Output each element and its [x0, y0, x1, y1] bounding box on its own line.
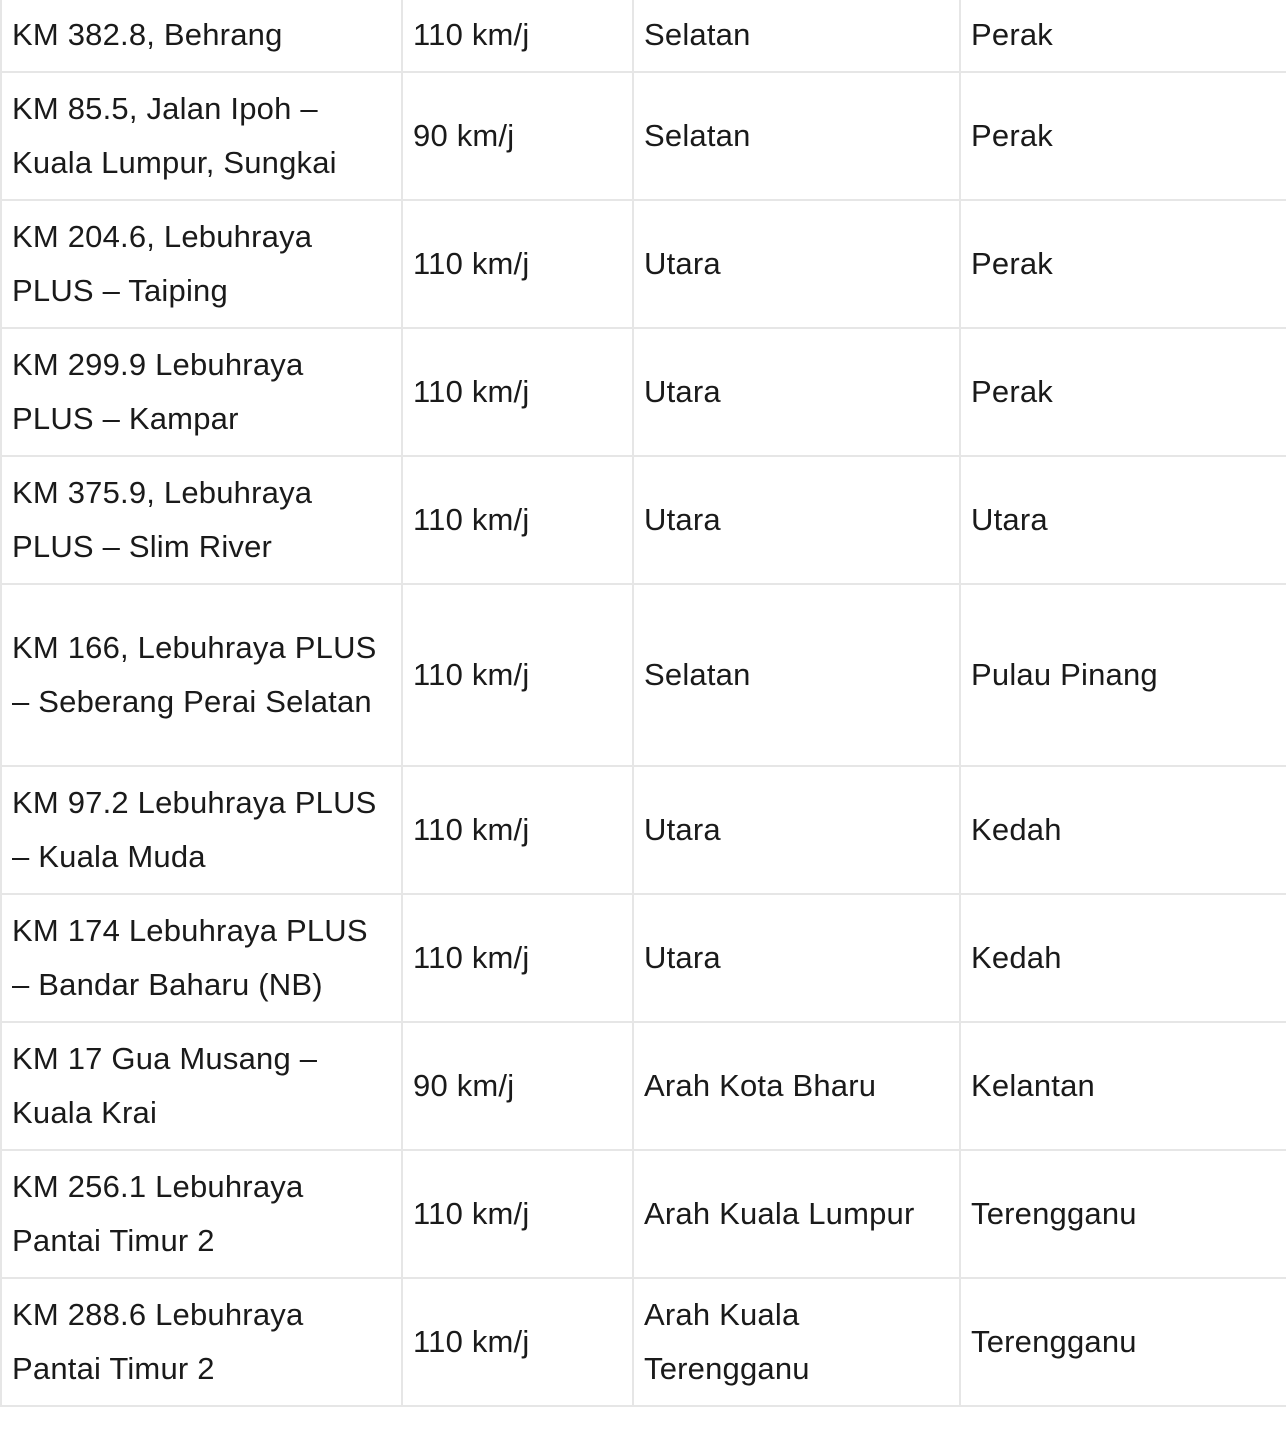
- table-row: [1, 1150, 1286, 1278]
- table-row: [1, 200, 1286, 328]
- location-cell: KM 375.9, Lebuhraya PLUS – Slim River: [1, 456, 402, 584]
- speed-cell: 90 km/j: [402, 1022, 633, 1150]
- location-cell: KM 97.2 Lebuhraya PLUS – Kuala Muda: [1, 766, 402, 894]
- state-cell: Kedah: [960, 894, 1286, 1022]
- table-row: [1, 584, 1286, 766]
- direction-cell: Selatan: [633, 584, 960, 766]
- table-row: [1, 328, 1286, 456]
- location-cell: KM 204.6, Lebuhraya PLUS – Taiping: [1, 200, 402, 328]
- location-cell: KM 382.8, Behrang: [1, 0, 402, 72]
- state-cell: Kedah: [960, 766, 1286, 894]
- direction-cell: Arah Kuala Terengganu: [633, 1278, 960, 1406]
- location-cell: KM 174 Lebuhraya PLUS – Bandar Baharu (NB): [1, 894, 402, 1022]
- direction-cell: Selatan: [633, 0, 960, 72]
- state-cell: Perak: [960, 0, 1286, 72]
- speed-cell: 110 km/j: [402, 1150, 633, 1278]
- speed-cell: 90 km/j: [402, 72, 633, 200]
- table-row: [1, 72, 1286, 200]
- direction-cell: Utara: [633, 456, 960, 584]
- table-row: [1, 1022, 1286, 1150]
- speed-cell: 110 km/j: [402, 766, 633, 894]
- speed-cell: 110 km/j: [402, 328, 633, 456]
- speed-cell: 110 km/j: [402, 894, 633, 1022]
- direction-cell: Utara: [633, 766, 960, 894]
- location-cell: KM 288.6 Lebuhraya Pantai Timur 2: [1, 1278, 402, 1406]
- speed-cell: 110 km/j: [402, 200, 633, 328]
- state-cell: Kelantan: [960, 1022, 1286, 1150]
- state-cell: Perak: [960, 72, 1286, 200]
- direction-cell: Utara: [633, 328, 960, 456]
- speed-cell: 110 km/j: [402, 456, 633, 584]
- table-row: [1, 456, 1286, 584]
- direction-cell: Arah Kota Bharu: [633, 1022, 960, 1150]
- direction-cell: Utara: [633, 200, 960, 328]
- state-cell: Perak: [960, 200, 1286, 328]
- location-cell: KM 256.1 Lebuhraya Pantai Timur 2: [1, 1150, 402, 1278]
- state-cell: Terengganu: [960, 1150, 1286, 1278]
- location-cell: KM 17 Gua Musang – Kuala Krai: [1, 1022, 402, 1150]
- state-cell: Perak: [960, 328, 1286, 456]
- speed-cell: 110 km/j: [402, 1278, 633, 1406]
- direction-cell: Arah Kuala Lumpur: [633, 1150, 960, 1278]
- location-cell: KM 85.5, Jalan Ipoh – Kuala Lumpur, Sungkai: [1, 72, 402, 200]
- location-cell: KM 299.9 Lebuhraya PLUS – Kampar: [1, 328, 402, 456]
- state-cell: Utara: [960, 456, 1286, 584]
- direction-cell: Utara: [633, 894, 960, 1022]
- table-row: [1, 0, 1286, 72]
- table-row: [1, 766, 1286, 894]
- table-row: [1, 1278, 1286, 1406]
- speed-cell: 110 km/j: [402, 0, 633, 72]
- speed-cell: 110 km/j: [402, 584, 633, 766]
- direction-cell: Selatan: [633, 72, 960, 200]
- table-row: [1, 894, 1286, 1022]
- state-cell: Terengganu: [960, 1278, 1286, 1406]
- location-cell: KM 166, Lebuhraya PLUS – Seberang Perai Selatan: [1, 584, 402, 766]
- state-cell: Pulau Pinang: [960, 584, 1286, 766]
